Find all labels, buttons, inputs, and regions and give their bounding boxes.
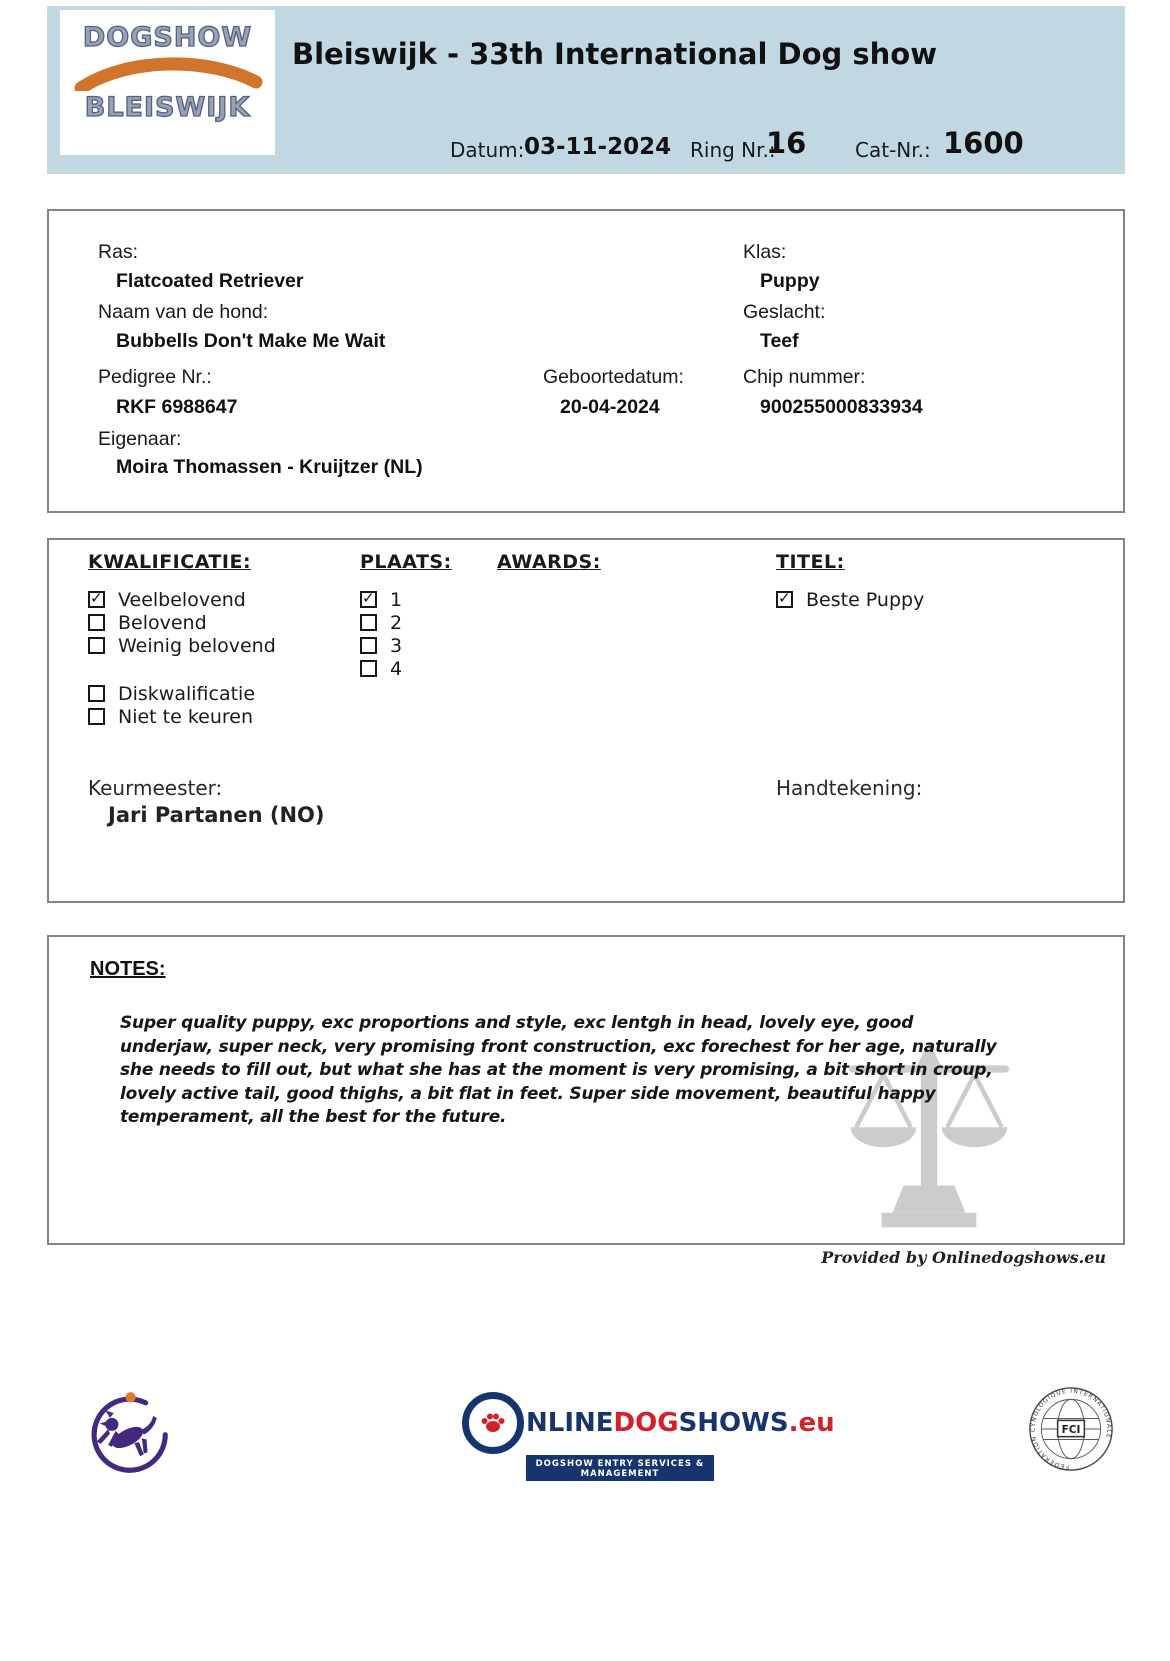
page-title: Bleiswijk - 33th International Dog show xyxy=(292,37,937,71)
fci-ring-text: FEDERATION CYNOLOGIQUE INTERNATIONALE xyxy=(1030,1388,1112,1470)
ods-wordmark xyxy=(526,1408,835,1438)
option-label: Niet te keuren xyxy=(118,706,254,728)
judge-critique-text: Super quality puppy, exc proportions and style, exc lentgh in head, lovely eye, good underjaw, super neck, very promising front construction, exc forechest for her age, naturally she needs to fill out, but what she has at the moment is very promising, a bit short in croup, lovely active tail, good thighs, a bit flat in feet. Super side movement, beautiful happy temperament, all the best for the future. xyxy=(120,1013,997,1127)
awards-heading: AWARDS: xyxy=(497,551,601,573)
plaats-heading: PLAATS: xyxy=(360,551,452,573)
ods-seg-nline: NLINE xyxy=(526,1408,614,1438)
option-label: 4 xyxy=(390,658,403,680)
checkbox-diskwalificatie xyxy=(88,685,105,702)
datum-value: 03-11-2024 xyxy=(524,134,672,160)
checkbox-plaats-4 xyxy=(360,660,377,677)
option-label: Diskwalificatie xyxy=(118,683,256,705)
logo-word-dogshow: DOGSHOW xyxy=(82,22,253,53)
checkbox-niet-te-keuren xyxy=(88,708,105,725)
klas-value: Puppy xyxy=(760,270,820,292)
jumping-dog-logo-icon xyxy=(78,1386,172,1474)
orange-arc-icon xyxy=(73,55,263,91)
ring-nr-value: 16 xyxy=(766,126,807,160)
checkbox-beste-puppy xyxy=(776,591,793,608)
fci-logo-icon xyxy=(1028,1386,1114,1472)
chip-value: 900255000833934 xyxy=(760,396,923,418)
cat-nr-label: Cat-Nr.: xyxy=(855,138,931,162)
paw-icon xyxy=(478,1408,508,1438)
ods-tagline: DOGSHOW ENTRY SERVICES & MANAGEMENT xyxy=(526,1455,714,1481)
ods-seg-shows: SHOWS xyxy=(678,1408,789,1438)
eigenaar-label: Eigenaar: xyxy=(98,428,182,450)
dogshow-bleiswijk-logo xyxy=(60,10,275,155)
option-label: 1 xyxy=(390,589,403,611)
keurmeester-label: Keurmeester: xyxy=(88,776,223,800)
naam-label: Naam van de hond: xyxy=(98,301,269,323)
checkbox-veelbelovend xyxy=(88,591,105,608)
option-label: Beste Puppy xyxy=(806,589,925,611)
checkbox-weinig-belovend xyxy=(88,637,105,654)
chip-label: Chip nummer: xyxy=(743,366,866,388)
option-label: 3 xyxy=(390,635,403,657)
geboortedatum-value: 20-04-2024 xyxy=(560,396,660,418)
geboortedatum-label: Geboortedatum: xyxy=(543,366,684,388)
ods-circle-o xyxy=(462,1392,524,1454)
provided-by-text: Provided by Onlinedogshows.eu xyxy=(821,1248,1106,1267)
datum-label: Datum: xyxy=(450,138,525,162)
option-label: Veelbelovend xyxy=(118,589,246,611)
checkbox-plaats-2 xyxy=(360,614,377,631)
option-label: 2 xyxy=(390,612,403,634)
checkbox-plaats-1 xyxy=(360,591,377,608)
logo-word-bleiswijk: BLEISWIJK xyxy=(84,92,251,123)
pedigree-value: RKF 6988647 xyxy=(116,396,238,418)
option-label: Belovend xyxy=(118,612,207,634)
fci-text: FCI xyxy=(1061,1423,1081,1436)
ods-seg-eu: .eu xyxy=(788,1408,835,1438)
ods-seg-dog: DOG xyxy=(613,1408,679,1438)
ring-nr-label: Ring Nr.: xyxy=(690,138,776,162)
handtekening-label: Handtekening: xyxy=(776,776,923,800)
option-label: Weinig belovend xyxy=(118,635,276,657)
eigenaar-value: Moira Thomassen - Kruijtzer (NL) xyxy=(116,456,423,478)
ras-value: Flatcoated Retriever xyxy=(116,270,304,292)
geslacht-label: Geslacht: xyxy=(743,301,826,323)
cat-nr-value: 1600 xyxy=(943,126,1024,160)
titel-heading: TITEL: xyxy=(776,551,845,573)
pedigree-label: Pedigree Nr.: xyxy=(98,366,212,388)
onlinedogshows-logo xyxy=(462,1392,835,1479)
checkbox-belovend xyxy=(88,614,105,631)
kwalificatie-heading: KWALIFICATIE: xyxy=(88,551,252,573)
checkbox-plaats-3 xyxy=(360,637,377,654)
klas-label: Klas: xyxy=(743,241,787,263)
ras-label: Ras: xyxy=(98,241,139,263)
notes-heading: NOTES: xyxy=(90,958,166,980)
naam-value: Bubbells Don't Make Me Wait xyxy=(116,330,386,352)
geslacht-value: Teef xyxy=(760,330,799,352)
keurmeester-value: Jari Partanen (NO) xyxy=(108,803,325,827)
